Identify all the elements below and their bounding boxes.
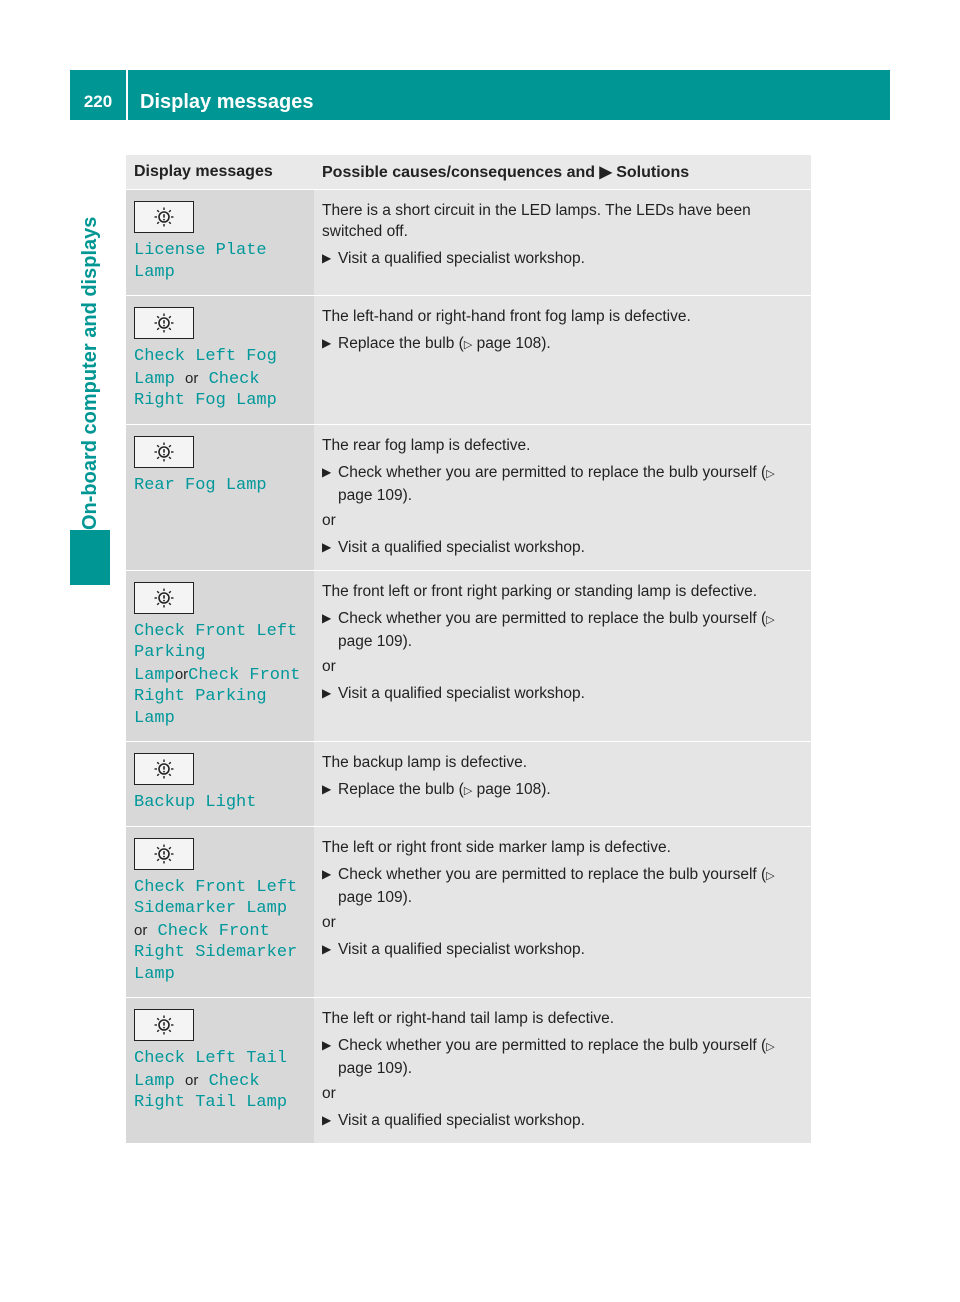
causes-cell <box>314 296 811 425</box>
step-text: Check whether you are permitted to replace the bulb yourself ( <box>338 609 767 627</box>
cause-description: The left-hand or right-hand front fog lamp is defective. <box>322 308 691 325</box>
display-text-b: Check Front Right Parking Lamp <box>134 665 301 728</box>
display-text: Rear Fog Lamp <box>134 475 267 495</box>
side-tab-block <box>70 530 110 585</box>
cause-description: The left or right front side marker lamp is defective. <box>322 838 671 856</box>
or-separator: or <box>322 511 336 529</box>
display-text-a: Check Front Left Parking Lamp <box>134 621 298 685</box>
cause-description: The backup lamp is defective. <box>322 754 528 771</box>
col-header-solutions: Solutions <box>616 164 690 181</box>
display-message-cell <box>126 998 314 1144</box>
header-divider <box>126 70 128 120</box>
page-ref-icon: ▷ <box>766 467 775 480</box>
arrow-right-icon: ▶ <box>322 251 332 265</box>
cause-description: There is a short circuit in the LED lamps. The LEDs have been switched off. <box>322 202 751 240</box>
step-text: Visit a qualified specialist workshop. <box>338 684 585 702</box>
bulb-warning-icon <box>134 753 194 785</box>
display-messages-table <box>126 155 811 1143</box>
cause-description: The left or right-hand tail lamp is defective. <box>322 1010 615 1027</box>
solution-step <box>322 248 803 269</box>
solution-step <box>322 779 803 802</box>
step-text: Replace the bulb ( <box>338 335 464 352</box>
arrow-right-icon: ▶ <box>599 164 612 181</box>
or-connector: or <box>185 1071 199 1089</box>
page-ref-icon: ▷ <box>766 1041 775 1053</box>
solution-step <box>322 1035 803 1079</box>
causes-cell <box>314 570 811 742</box>
step-text: Check whether you are permitted to replace the bulb yourself ( <box>338 1037 767 1054</box>
page-reference-link[interactable]: page 109). <box>338 632 413 650</box>
step-text: Visit a qualified specialist workshop. <box>338 940 585 958</box>
page-ref-icon: ▷ <box>463 339 473 351</box>
arrow-right-icon: ▶ <box>322 610 332 625</box>
table-row <box>126 296 811 425</box>
table-row <box>126 570 811 742</box>
causes-cell <box>314 424 811 570</box>
page-title: Display messages <box>140 91 314 113</box>
arrow-right-icon: ▶ <box>322 539 332 554</box>
arrow-right-icon: ▶ <box>322 782 332 796</box>
causes-cell <box>314 998 811 1144</box>
step-text: Visit a qualified specialist workshop. <box>338 1112 585 1129</box>
bulb-warning-icon <box>134 307 194 339</box>
page-reference-link[interactable]: page 108). <box>476 781 551 798</box>
display-message-cell <box>126 424 314 570</box>
table-row <box>126 424 811 570</box>
solution-step <box>322 683 803 704</box>
col-header-causes <box>314 155 811 190</box>
arrow-right-icon: ▶ <box>322 1113 332 1127</box>
or-separator: or <box>322 657 336 675</box>
causes-cell <box>314 742 811 827</box>
step-text: Check whether you are permitted to replace the bulb yourself ( <box>338 865 767 883</box>
step-text: Check whether you are permitted to replace the bulb yourself ( <box>338 463 767 481</box>
bulb-warning-icon <box>134 838 194 870</box>
page-ref-icon: ▷ <box>766 613 775 626</box>
step-text: Visit a qualified specialist workshop. <box>338 250 585 267</box>
bulb-warning-icon <box>134 201 194 233</box>
display-text-b: Check Right Fog Lamp <box>134 369 277 410</box>
display-text: Backup Light <box>134 793 257 812</box>
page-ref-icon: ▷ <box>766 869 775 882</box>
display-text <box>134 877 306 986</box>
solution-step <box>322 864 803 908</box>
or-separator: or <box>322 1085 336 1102</box>
arrow-right-icon: ▶ <box>322 685 332 700</box>
solution-step <box>322 939 803 960</box>
display-message-cell <box>126 570 314 742</box>
bulb-warning-icon <box>134 436 194 468</box>
step-text: Visit a qualified specialist workshop. <box>338 538 585 556</box>
cause-description: The front left or front right parking or standing lamp is defective. <box>322 582 758 600</box>
bulb-warning-icon <box>134 582 194 614</box>
display-text-b: Check Right Tail Lamp <box>134 1071 288 1112</box>
arrow-right-icon: ▶ <box>322 464 332 479</box>
col-header-display: Display messages <box>126 155 314 190</box>
solution-step <box>322 608 803 652</box>
arrow-right-icon: ▶ <box>322 336 332 350</box>
solution-step <box>322 462 803 506</box>
step-text: Replace the bulb ( <box>338 781 464 798</box>
page-reference-link[interactable]: page 109). <box>338 1060 413 1077</box>
or-connector: or <box>134 921 148 939</box>
causes-cell <box>314 190 811 296</box>
display-text <box>134 1048 306 1114</box>
page-reference-link[interactable]: page 109). <box>338 486 413 504</box>
solution-step <box>322 1110 803 1131</box>
display-text-b: Check Front Right Sidemarker Lamp <box>134 921 298 984</box>
table-row <box>126 190 811 296</box>
col-header-causes-text: Possible causes/consequences and <box>322 164 596 181</box>
display-text-a: Check Left Fog Lamp <box>134 347 277 389</box>
display-text <box>134 621 306 730</box>
table-row <box>126 742 811 827</box>
or-separator: or <box>322 913 336 931</box>
causes-cell <box>314 826 811 998</box>
display-message-cell <box>126 190 314 296</box>
cause-description: The rear fog lamp is defective. <box>322 436 531 454</box>
solution-step <box>322 333 803 356</box>
section-side-label: On-board computer and displays <box>79 216 101 530</box>
display-text <box>134 346 306 412</box>
page-number: 220 <box>83 92 113 111</box>
arrow-right-icon: ▶ <box>322 866 332 881</box>
page-reference-link[interactable]: page 108). <box>476 335 551 352</box>
or-connector: or <box>185 369 199 387</box>
table-row <box>126 998 811 1144</box>
table-row <box>126 826 811 998</box>
bulb-warning-icon <box>134 1009 194 1041</box>
display-text: License Plate Lamp <box>134 241 267 282</box>
display-text-a: Check Left Tail Lamp <box>134 1049 288 1091</box>
arrow-right-icon: ▶ <box>322 1038 332 1052</box>
page-ref-icon: ▷ <box>463 785 473 797</box>
display-text-a: Check Front Left Sidemarker Lamp <box>134 877 298 918</box>
or-connector: or <box>174 665 189 683</box>
solution-step <box>322 537 803 558</box>
display-message-cell <box>126 742 314 827</box>
table-header-row <box>126 155 811 190</box>
display-message-cell <box>126 296 314 425</box>
display-message-cell <box>126 826 314 998</box>
page-reference-link[interactable]: page 109). <box>338 888 413 906</box>
arrow-right-icon: ▶ <box>322 941 332 956</box>
